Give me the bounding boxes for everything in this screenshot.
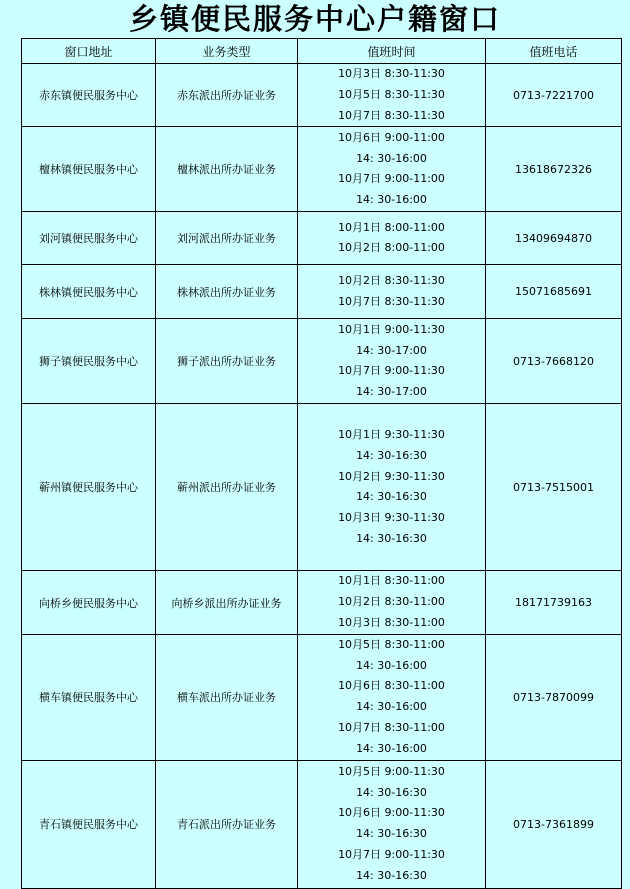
table-row [22, 319, 622, 404]
cell-phone: 13409694870 [486, 212, 622, 265]
cell-phone: 0713-7668120 [486, 319, 622, 404]
duty-time-line: 10月5日 8:30-11:00 [338, 637, 445, 651]
cell-address: 狮子镇便民服务中心 [22, 319, 156, 404]
duty-time-line: 14: 30-16:00 [356, 700, 427, 714]
duty-time-line: 14: 30-16:30 [356, 827, 427, 841]
duty-time-line: 14: 30-17:00 [356, 343, 427, 357]
header-address: 窗口地址 [22, 39, 156, 64]
duty-time-line: 10月7日 8:30-11:00 [338, 721, 445, 735]
cell-phone: 15071685691 [486, 265, 622, 319]
duty-time-line: 10月7日 8:30-11:30 [338, 294, 445, 308]
duty-time-line: 10月6日 8:30-11:00 [338, 679, 445, 693]
cell-phone: 0713-7221700 [486, 64, 622, 127]
cell-address: 株林镇便民服务中心 [22, 265, 156, 319]
duty-time-line: 10月1日 9:30-11:30 [338, 428, 445, 441]
cell-business: 蕲州派出所办证业务 [156, 404, 298, 571]
duty-time-line: 14: 30-17:00 [356, 385, 427, 399]
duty-time-line: 10月2日 8:30-11:30 [338, 274, 445, 288]
table-row [22, 760, 622, 888]
cell-business: 向桥乡派出所办证业务 [156, 571, 298, 634]
duty-time-line: 10月2日 9:30-11:30 [338, 469, 445, 483]
cell-business: 株林派出所办证业务 [156, 265, 298, 319]
header-business: 业务类型 [156, 39, 298, 64]
duty-time-line: 14: 30-16:00 [356, 741, 427, 755]
cell-duty-time [298, 64, 486, 127]
cell-business: 赤东派出所办证业务 [156, 64, 298, 127]
cell-phone: 0713-7361899 [486, 760, 622, 888]
table-row [22, 404, 622, 571]
duty-time-line: 14: 30-16:30 [356, 448, 427, 462]
table-header-row [22, 39, 622, 64]
table-row [22, 634, 622, 760]
header-phone: 值班电话 [486, 39, 622, 64]
cell-duty-time [298, 319, 486, 404]
duty-time-line: 14: 30-16:00 [356, 193, 427, 207]
cell-address: 青石镇便民服务中心 [22, 760, 156, 888]
cell-address: 向桥乡便民服务中心 [22, 571, 156, 634]
cell-address: 横车镇便民服务中心 [22, 634, 156, 760]
duty-time-line: 10月5日 8:30-11:30 [338, 87, 445, 101]
cell-address: 蕲州镇便民服务中心 [22, 404, 156, 571]
duty-time-line: 10月3日 8:30-11:30 [338, 67, 445, 80]
duty-time-line: 10月5日 9:00-11:30 [338, 764, 445, 778]
duty-time-line: 10月7日 9:00-11:30 [338, 364, 445, 378]
cell-duty-time [298, 571, 486, 634]
duty-time-line: 14: 30-16:00 [356, 151, 427, 165]
duty-time-line: 10月3日 8:30-11:00 [338, 615, 445, 629]
cell-phone: 0713-7515001 [486, 404, 622, 571]
duty-time-line: 10月6日 9:00-11:30 [338, 806, 445, 820]
duty-time-line: 10月1日 8:00-11:00 [338, 220, 445, 234]
duty-time-line: 14: 30-16:30 [356, 785, 427, 799]
cell-business: 檀林派出所办证业务 [156, 127, 298, 212]
table-body [22, 64, 622, 889]
cell-duty-time [298, 265, 486, 319]
cell-address: 刘河镇便民服务中心 [22, 212, 156, 265]
cell-phone: 18171739163 [486, 571, 622, 634]
cell-business: 狮子派出所办证业务 [156, 319, 298, 404]
cell-duty-time [298, 634, 486, 760]
duty-time-line: 10月1日 8:30-11:00 [338, 574, 445, 588]
page-title: 乡镇便民服务中心户籍窗口 [128, 2, 501, 36]
duty-time-line: 14: 30-16:30 [356, 868, 427, 882]
cell-business: 青石派出所办证业务 [156, 760, 298, 888]
duty-time-line: 14: 30-16:30 [356, 490, 427, 504]
duty-time-line: 10月2日 8:00-11:00 [338, 241, 445, 255]
cell-duty-time [298, 212, 486, 265]
cell-duty-time [298, 404, 486, 571]
duty-time-line: 10月7日 9:00-11:30 [338, 848, 445, 862]
table-row [22, 212, 622, 265]
cell-business: 刘河派出所办证业务 [156, 212, 298, 265]
schedule-table [21, 38, 622, 889]
cell-address: 赤东镇便民服务中心 [22, 64, 156, 127]
duty-time-line: 10月7日 9:00-11:00 [338, 172, 445, 186]
cell-address: 檀林镇便民服务中心 [22, 127, 156, 212]
duty-time-line: 10月6日 9:00-11:00 [338, 130, 445, 144]
cell-business: 横车派出所办证业务 [156, 634, 298, 760]
cell-phone: 0713-7870099 [486, 634, 622, 760]
duty-time-line: 10月7日 8:30-11:30 [338, 108, 445, 122]
duty-time-line: 14: 30-16:30 [356, 531, 427, 545]
duty-time-line: 10月1日 9:00-11:30 [338, 322, 445, 336]
cell-duty-time [298, 760, 486, 888]
duty-time-line: 10月2日 8:30-11:00 [338, 595, 445, 609]
cell-duty-time [298, 127, 486, 212]
duty-time-line: 10月3日 9:30-11:30 [338, 511, 445, 525]
table-row [22, 571, 622, 634]
table-row [22, 64, 622, 127]
cell-phone: 13618672326 [486, 127, 622, 212]
table-row [22, 265, 622, 319]
table-row [22, 127, 622, 212]
header-duty-time: 值班时间 [298, 39, 486, 64]
duty-time-line: 14: 30-16:00 [356, 658, 427, 672]
